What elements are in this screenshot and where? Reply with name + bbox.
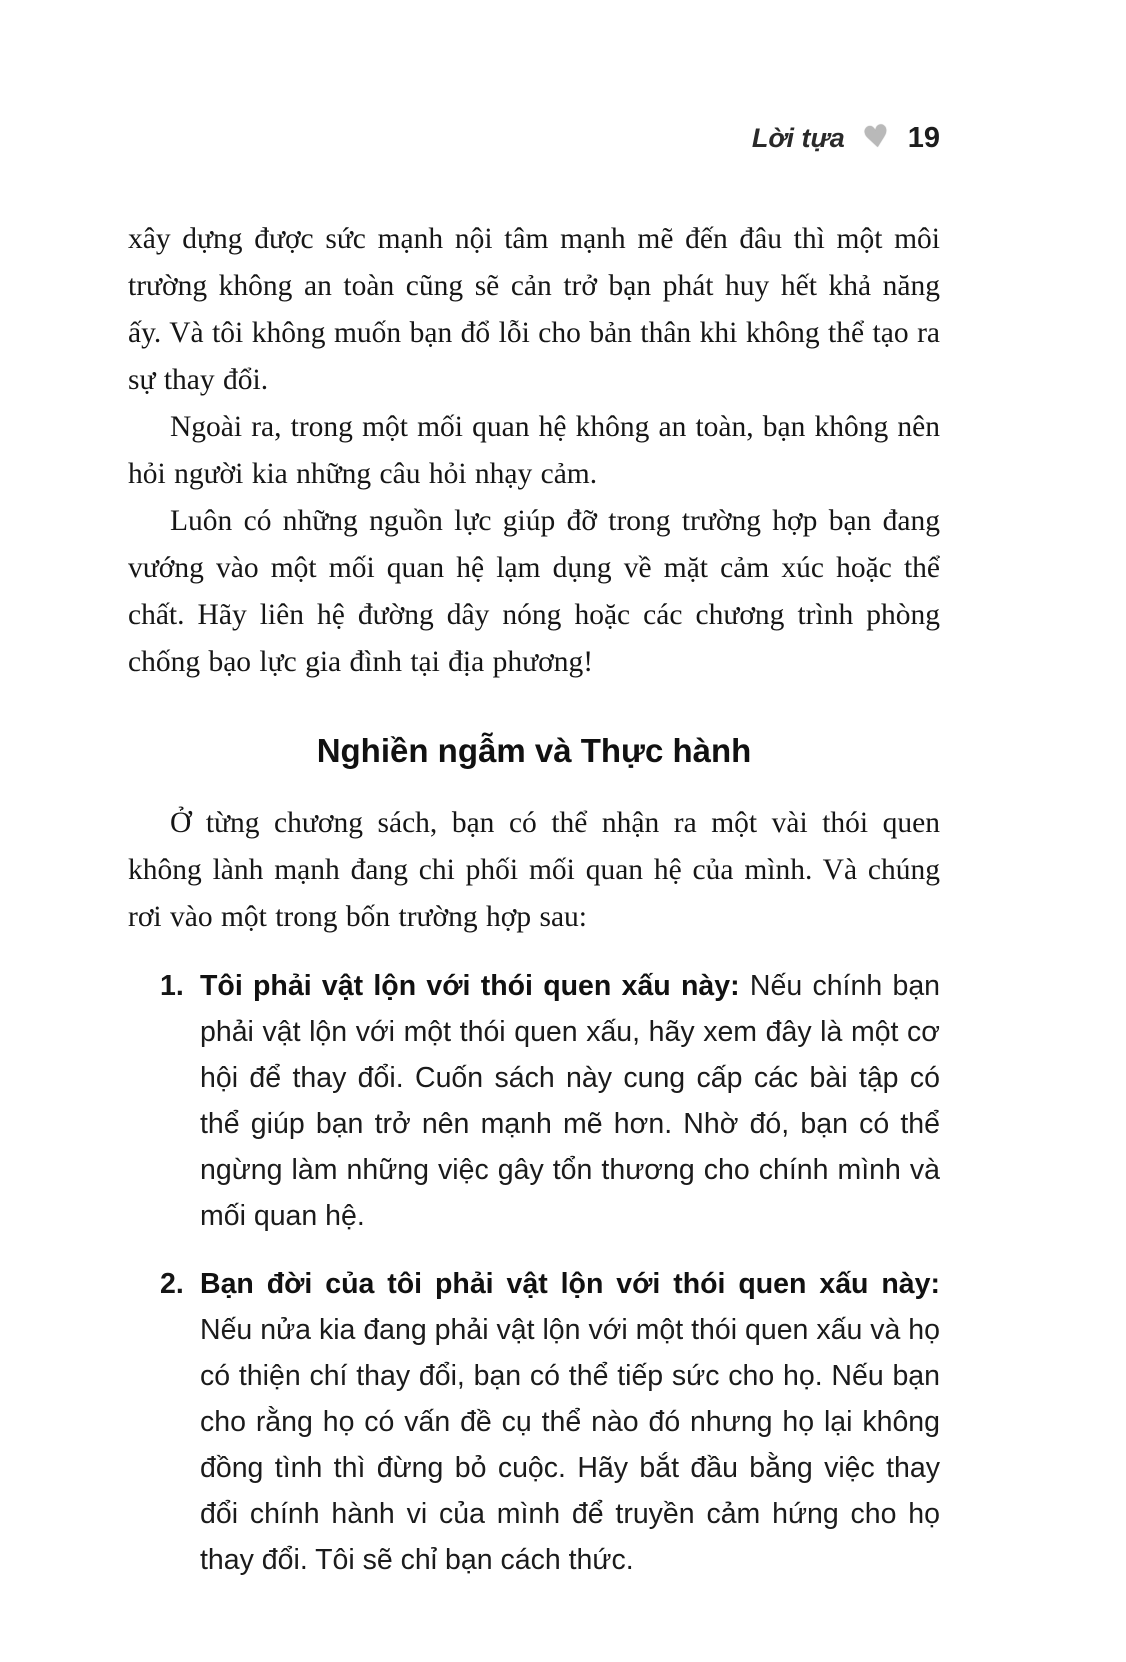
list-item-2 [128,1261,940,1583]
running-header-section-title: Lời tựa [751,122,845,153]
list-item-2-number: 2. [160,1268,184,1300]
list-item-2-text [200,1261,940,1583]
intro-paragraph: Ở từng chương sách, bạn có thể nhận ra một vài thói quen không lành mạnh đang chi phối mối quan hệ của mình. Và chúng rơi vào một trong bốn trường hợp sau: [128,807,940,933]
list-item-1-text [200,963,940,1239]
list-item-1-lead: Tôi phải vật lộn với thói quen xấu này: [200,970,740,1002]
heart-icon: ♥ [860,118,892,157]
running-header [128,118,940,158]
body-paragraph-1: xây dựng được sức mạnh nội tâm mạnh mẽ đến đâu thì một môi trường không an toàn cũng sẽ cản trở bạn phát huy hết khả năng ấy. Và tôi không muốn bạn đổ lỗi cho bản thân khi không thể tạo ra sự thay đổi. [128,223,940,396]
list-item-1-body: Nếu chính bạn phải vật lộn với một thói quen xấu, hãy xem đây là một cơ hội để thay đổi. Cuốn sách này cung cấp các bài tập có thể giúp bạn trở nên mạnh mẽ hơn. Nhờ đó, bạn có thể ngừng làm những việc gây tổn thương cho chính mình và mối quan hệ. [200,970,941,1232]
numbered-list [128,963,940,1583]
list-item-1-number: 1. [160,970,184,1002]
body-paragraph-2: Ngoài ra, trong một mối quan hệ không an toàn, bạn không nên hỏi người kia những câu hỏi nhạy cảm. [128,411,940,490]
list-item-2-body: Nếu nửa kia đang phải vật lộn với một thói quen xấu và họ có thiện chí thay đổi, bạn có thể tiếp sức cho họ. Nếu bạn cho rằng họ có vấn đề cụ thể nào đó nhưng họ lại không đồng tình thì đừng bỏ cuộc. Hãy bắt đầu bằng việc thay đổi chính hành vi của mình để truyền cảm hứng cho họ thay đổi. Tôi sẽ chỉ bạn cách thức. [200,1314,940,1576]
list-item-2-lead: Bạn đời của tôi phải vật lộn với thói quen xấu này: [200,1268,940,1300]
page-content [128,118,940,1583]
page-number: 19 [907,121,940,154]
section-heading: Nghiền ngẫm và Thực hành [316,732,752,769]
list-item-1 [128,963,940,1239]
body-paragraph-3: Luôn có những nguồn lực giúp đỡ trong trường hợp bạn đang vướng vào một mối quan hệ lạm dụng về mặt cảm xúc hoặc thể chất. Hãy liên hệ đường dây nóng hoặc các chương trình phòng chống bạo lực gia đình tại địa phương! [128,505,940,678]
